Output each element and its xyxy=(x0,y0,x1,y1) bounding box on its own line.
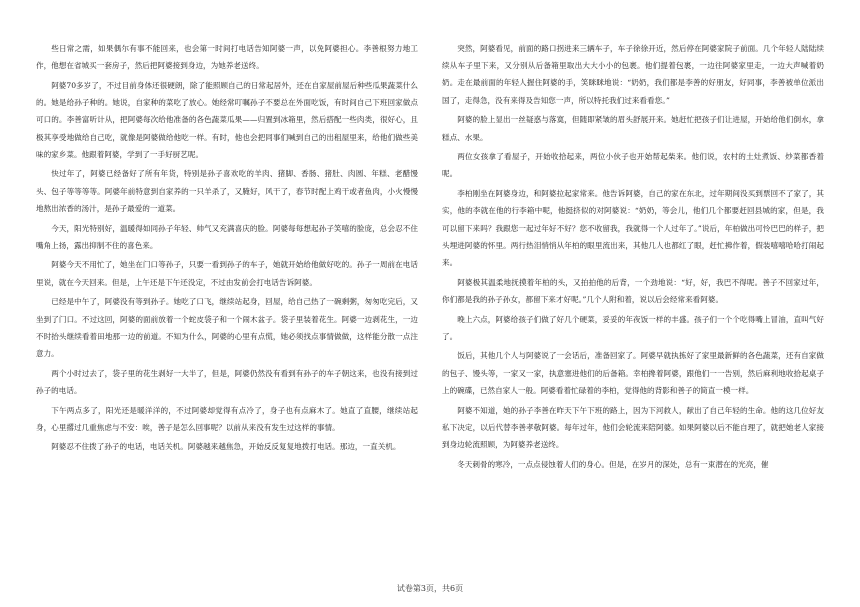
left-column xyxy=(36,40,418,458)
paragraph: 两位女孩拿了看屋子，开始收拾起来，两位小伙子也开始帮起柴来。他们说，农村的土灶煮饭、炒菜都香着呢。 xyxy=(442,152,824,179)
paragraph: 今天，阳光特别好，温暖得如同孙子年轻、帅气又充满喜庆的脸。阿婆每每想起孙子笑嘻的脸庞，总会忍不住嘴角上扬，露出抑制不住的喜色来。 xyxy=(36,223,418,250)
paragraph: 阿婆今天不用忙了，她坐在门口等孙子，只要一看到孙子的车子，她就开始给他做好吃的。孙子一周前在电话里说，就在今天回来。但是，上午还是下午还没定，不过由发前会打电话告诉阿婆。 xyxy=(36,260,418,287)
paragraph: 已经是中午了，阿婆没有等到孙子。她吃了口飞，继续站起身，回屋，给自己热了一碗剩粥，匆匆吃完后，又坐到了门口。不过这回，阿婆的面前放着一个蛇皮袋子和一个闹木盆子。袋子里装着花生。阿婆一边剥花生，一边不时抬头继续看着田地那一边的前道。不知为什么，阿婆的心里有点慌，她必须找点事情做做，这样能分散一点注意力。 xyxy=(36,297,418,358)
paragraph: 冬天刺骨的寒冷，一点点侵蚀着人们的身心。但是，在岁月的深处，总有一束潜在的光亮，催 xyxy=(457,459,769,469)
paragraph: 阿婆极其温柔地抚摸着年柏的头，又拍拍他的后背，一个劲地说：“好，好，我巴不得呢。善子不回家过年，你们都是我的孙子孙女，都留下来才好呢。”几个人附和着，说以后会经常来看阿婆。 xyxy=(442,277,824,304)
paragraph: 突然，阿婆看见，前面的路口拐进来三辆车子，车子徐徐开近，然后停在阿婆家院子前面。几个年轻人陆陆续续从车子里下来，又分别从后备箱里取出大大小小的包裹。他们提着包裹，一边往阿婆家里走，一边大声喊着奶奶。走在最前面的年轻人握住阿婆的手，笑眯眯地说：“奶奶，我们都是李善的好朋友，好同事，李善被单位派出国了，走得急，没有来得及告知您一声，所以特托我们过来看看您。” xyxy=(442,44,824,105)
paragraph: 些日常之需，如果偶尔有事不能回来，也会第一时间打电话告知阿婆一声，以免阿婆担心。李善根努力地工作，他想在省城买一套房子，然后把阿婆接到身边，为她养老送终。 xyxy=(36,44,418,71)
paragraph: 李柏刚坐在阿婆身边，和阿婆拉起家常来。他告诉阿婆，自己的家在东北，过年期间没买到票回不了家了，其实，他的李就在他的行李箱中呢，他挺挤似的对阿婆说：“奶奶，等会儿，他们几个都要赶回县城的家，但是，我可以留下来吗？我跟您一起过年好不好？您不收留我，我就得一个人过年了。”说后，年柏做出可怜巴巴的样子，把头埋进阿婆的怀里。两行热泪悄悄从年柏的眼里流出来，其他几人也都红了眼，赶忙拂作着，假装嘻嘻哈哈打闹起来。 xyxy=(442,189,824,267)
paragraph: 阿婆70多岁了，不过目前身体还很硬朗，除了能照顾自己的日常起居外，还在自家屋前屋后种些瓜果蔬菜什么的。她是给孙子种的。她说，自家种的菜吃了放心。她经常叮嘱孙子不要总在外面吃饭，有时间自己下班回家做点可口的。李善富听计从，把阿婆每次给他准备的各色蔬菜瓜果——归置到冰箱里，然后搭配一些肉类，很好心，且极其享受地做给自己吃，就像是阿婆做给他吃一样。有时，他也会把同事们喊到自己的出租屋里来，给他们做些美味的家乡菜。他跟着阿婆，学到了一手好厨艺呢。 xyxy=(36,80,418,159)
paragraph: 下午两点多了，阳光还是暖洋洋的，不过阿婆却觉得有点冷了，身子也有点麻木了。她直了直腰，继续站起身，心里撂过几重焦虑与不安：唉，善子是怎么回事呢？以前从来没有发生过这样的事情。 xyxy=(36,405,418,432)
right-column xyxy=(442,40,824,475)
page-footer: 试卷第3页，共6页 xyxy=(396,584,464,593)
paragraph: 阿婆的脸上显出一丝疑惑与落寞，但随即紧皱的眉头舒展开来。她赶忙把孩子们让进屋，开始给他们倒水，拿糕点、水果。 xyxy=(442,115,824,142)
paragraph: 两个小时过去了，袋子里的花生剥好一大半了，但是，阿婆仍然没有看到有孙子的车子朝这来，也没有接到过孙子的电话。 xyxy=(36,368,418,395)
paragraph: 饭后，其他几个人与阿婆说了一会话后，准备回家了。阿婆早就执拣好了家里最新鲜的各色蔬菜，还有自家做的包子、馒头等，一家又一家，执意塞进他们的后备箱。幸柏搀着阿婆，跟他们一一告别，然后麻利地收拾起桌子上的碗碟，已然自家人一般。阿婆看着忙碌着的李柏，觉得他的背影和善子的简直一模一样。 xyxy=(442,351,824,395)
paragraph: 晚上六点，阿婆给孩子们做了好几个硬菜，妥妥的年夜饭一样的丰盛。孩子们一个个吃得嘴上冒油，直叫气好了。 xyxy=(442,314,824,341)
paragraph: 阿婆不知道，她的孙子李善在昨天下午下班的路上，因为下河救人，献出了自己年轻的生命。他的这几位好友私下决定，以后代替李善孝敬阿婆。每年过年，他们会轮流来陪阿婆。如果阿婆以后不能自理了，就把她老人家接到身边轮流照顾，为阿婆养老送终。 xyxy=(442,405,824,449)
paragraph: 快过年了，阿婆已经备好了所有年货，特别是孙子喜欢吃的羊肉、猪脚、香肠、猪肚、肉圆、年糕、老醋馒头、包子等等等等。阿婆年前特意到自家养的一只羊杀了，又腌好，风干了，春节时配上鸡干或者鱼肉，小火慢慢地熬出浓香的汤汁，是孙子最爱的一道菜。 xyxy=(36,169,418,213)
paragraph: 阿婆忍不住拨了孙子的电话，电话关机。阿婆越来越焦急，开始反反复复地拨打电话。那边，一直关机。 xyxy=(51,442,401,452)
